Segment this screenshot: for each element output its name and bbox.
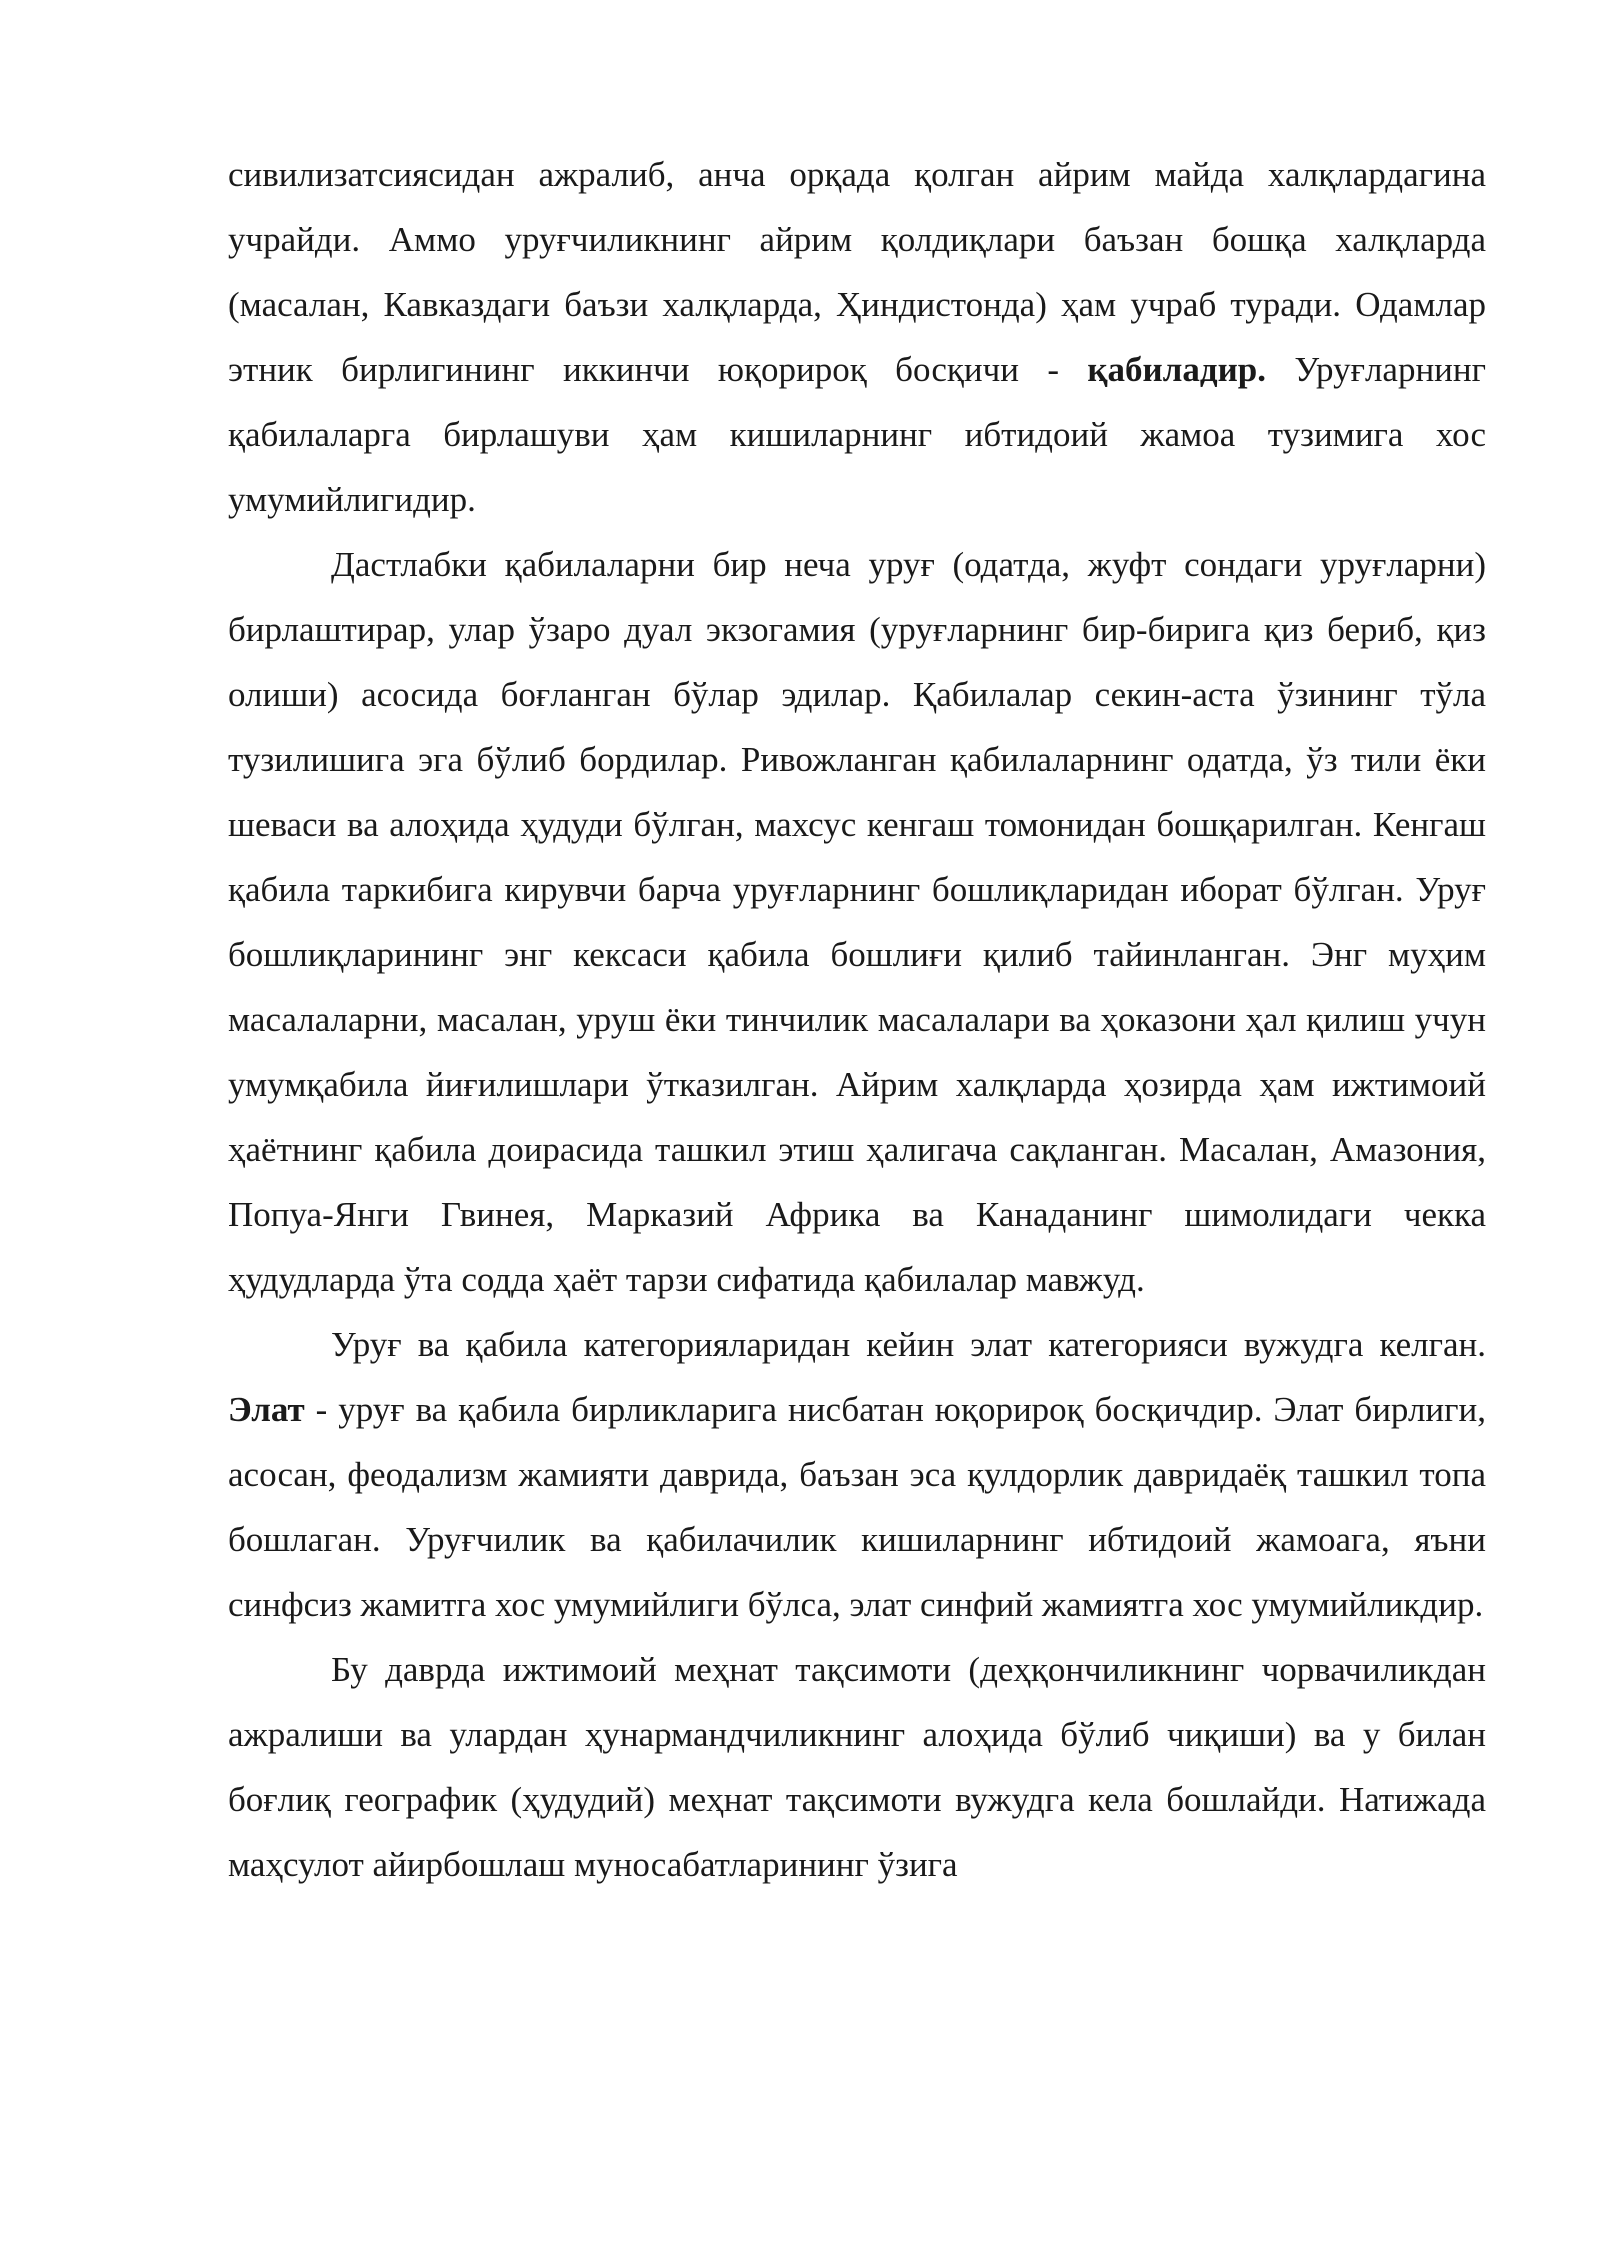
- bold-term-elat: Элат: [228, 1390, 305, 1429]
- paragraph-2: [228, 532, 1486, 1312]
- text-run: Уруғ ва қабила категорияларидан кейин элат категорияси вужудга келган.: [331, 1325, 1486, 1364]
- paragraph-3: [228, 1312, 1486, 1637]
- text-run: сивилизатсиясидан ажралиб, анча орқада қолган айрим майда халқлардагина учрайди. Аммо уруғчиликнинг айрим қолдиқлари баъзан бошқа халқларда (масалан, Кавказдаги баъзи халқларда, Ҳиндистонда) ҳам учраб туради. Одамлар этник бирлигининг иккинчи юқорироқ босқичи -: [228, 155, 1486, 389]
- paragraph-4: [228, 1637, 1486, 1897]
- bold-term-qabiladir: қабиладир.: [1087, 350, 1266, 389]
- text-run: - уруғ ва қабила бирликларига нисбатан юқорироқ босқичдир. Элат бирлиги, асосан, феодализм жамияти даврида, баъзан эса қулдорлик давридаёқ ташкил топа бошлаган. Уруғчилик ва қабилачилик кишиларнинг ибтидоий жамоага, яъни синфсиз жамитга хос умумийлиги бўлса, элат синфий жамиятга хос умумийликдир.: [228, 1390, 1486, 1624]
- text-run: Бу даврда ижтимоий меҳнат тақсимоти (деҳқончиликнинг чорвачиликдан ажралиши ва улардан ҳунармандчиликнинг алоҳида бўлиб чиқиши) ва у билан боғлиқ географик (ҳудудий) меҳнат тақсимоти вужудга кела бошлайди. Натижада маҳсулот айирбошлаш муносабатларининг ўзига: [228, 1650, 1486, 1884]
- page-body: [228, 142, 1486, 1897]
- text-run: Уруғларнинг қабилаларга бирлашуви ҳам кишиларнинг ибтидоий жамоа тузимига хос умумийлигидир.: [228, 350, 1486, 519]
- paragraph-1: [228, 142, 1486, 532]
- text-run: Дастлабки қабилаларни бир неча уруғ (одатда, жуфт сондаги уруғларни) бирлаштирар, улар ўзаро дуал экзогамия (уруғларнинг бир-бирига қиз бериб, қиз олиши) асосида боғланган бўлар эдилар. Қабилалар секин-аста ўзининг тўла тузилишига эга бўлиб бордилар. Ривожланган қабилаларнинг одатда, ўз тили ёки шеваси ва алоҳида ҳудуди бўлган, махсус кенгаш томонидан бошқарилган. Кенгаш қабила таркибига кирувчи барча уруғларнинг бошлиқларидан иборат бўлган. Уруғ бошлиқларининг энг кексаси қабила бошлиғи қилиб тайинланган. Энг муҳим масалаларни, масалан, уруш ёки тинчилик масалалари ва ҳоказони ҳал қилиш учун умумқабила йиғилишлари ўтказилган. Айрим халқларда ҳозирда ҳам ижтимоий ҳаётнинг қабила доирасида ташкил этиш ҳалигача сақланган. Масалан, Амазония, Попуа-Янги Гвинея, Марказий Африка ва Канаданинг шимолидаги чекка ҳудудларда ўта содда ҳаёт тарзи сифатида қабилалар мавжуд.: [228, 545, 1486, 1299]
